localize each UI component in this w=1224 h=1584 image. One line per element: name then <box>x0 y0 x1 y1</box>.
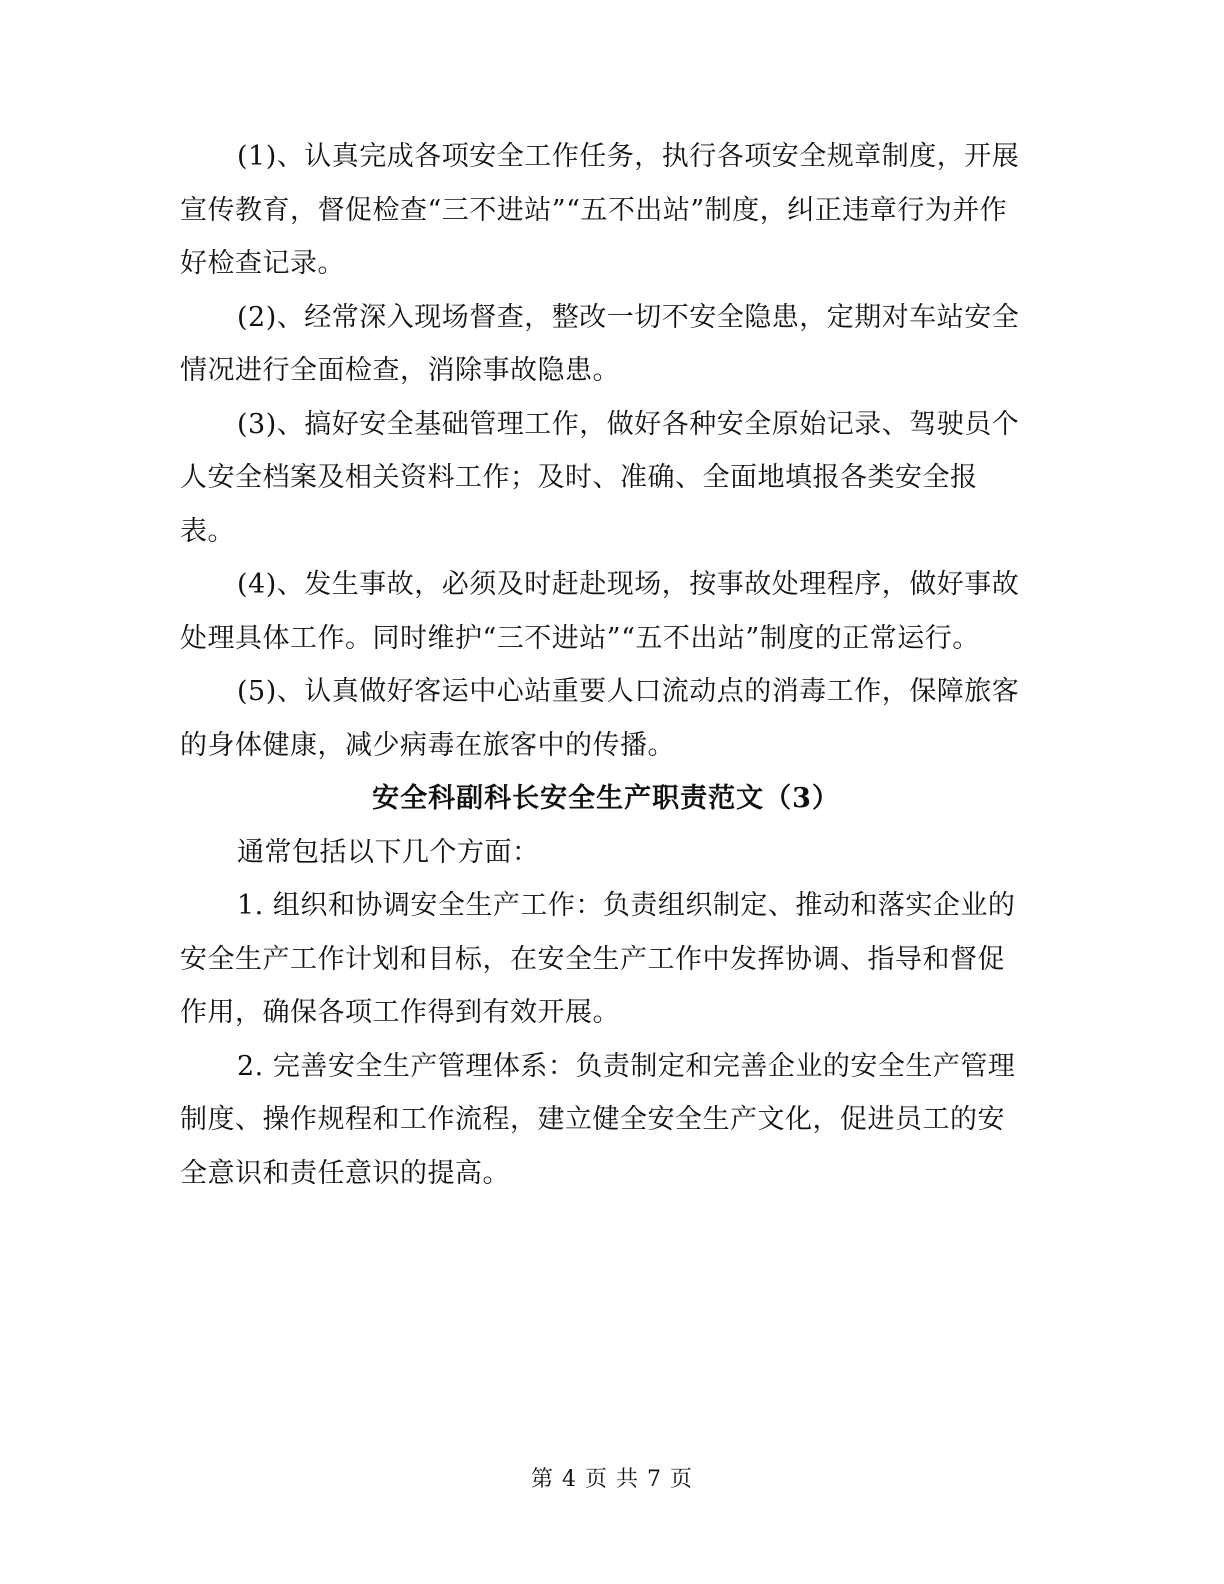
document-body <box>180 130 1032 1200</box>
numbered-paragraph-1: 1. 组织和协调安全生产工作：负责组织制定、推动和落实企业的安全生产工作计划和目标，在安全生产工作中发挥协调、指导和督促作用，确保各项工作得到有效开展。 <box>180 890 1016 1028</box>
paragraph-item-1: (1)、认真完成各项安全工作任务，执行各项安全规章制度，开展宣传教育，督促检查“三不进站”“五不出站”制度，纠正违章行为并作好检查记录。 <box>180 141 1020 279</box>
intro-paragraph: 通常包括以下几个方面： <box>237 836 540 868</box>
page-number-label: 第 4 页 共 7 页 <box>531 1467 693 1492</box>
paragraph-item-5: (5)、认真做好客运中心站重要人口流动点的消毒工作，保障旅客的身体健康，减少病毒在旅客中的传播。 <box>180 676 1020 761</box>
paragraph-item-3: (3)、搞好安全基础管理工作，做好各种安全原始记录、驾驶员个人安全档案及相关资料工作；及时、准确、全面地填报各类安全报表。 <box>180 408 1020 547</box>
paragraph-item-4: (4)、发生事故，必须及时赶赴现场，按事故处理程序，做好事故处理具体工作。同时维护“三不进站”“五不出站”制度的正常运行。 <box>180 569 1020 654</box>
paragraph-item-2: (2)、经常深入现场督查，整改一切不安全隐患，定期对车站安全情况进行全面检查，消除事故隐患。 <box>180 301 1020 386</box>
numbered-paragraph-2: 2. 完善安全生产管理体系：负责制定和完善企业的安全生产管理制度、操作规程和工作流程，建立健全安全生产文化，促进员工的安全意识和责任意识的提高。 <box>180 1050 1016 1189</box>
page-footer <box>0 1462 1224 1493</box>
section-title: 安全科副科长安全生产职责范文（3） <box>372 783 840 814</box>
